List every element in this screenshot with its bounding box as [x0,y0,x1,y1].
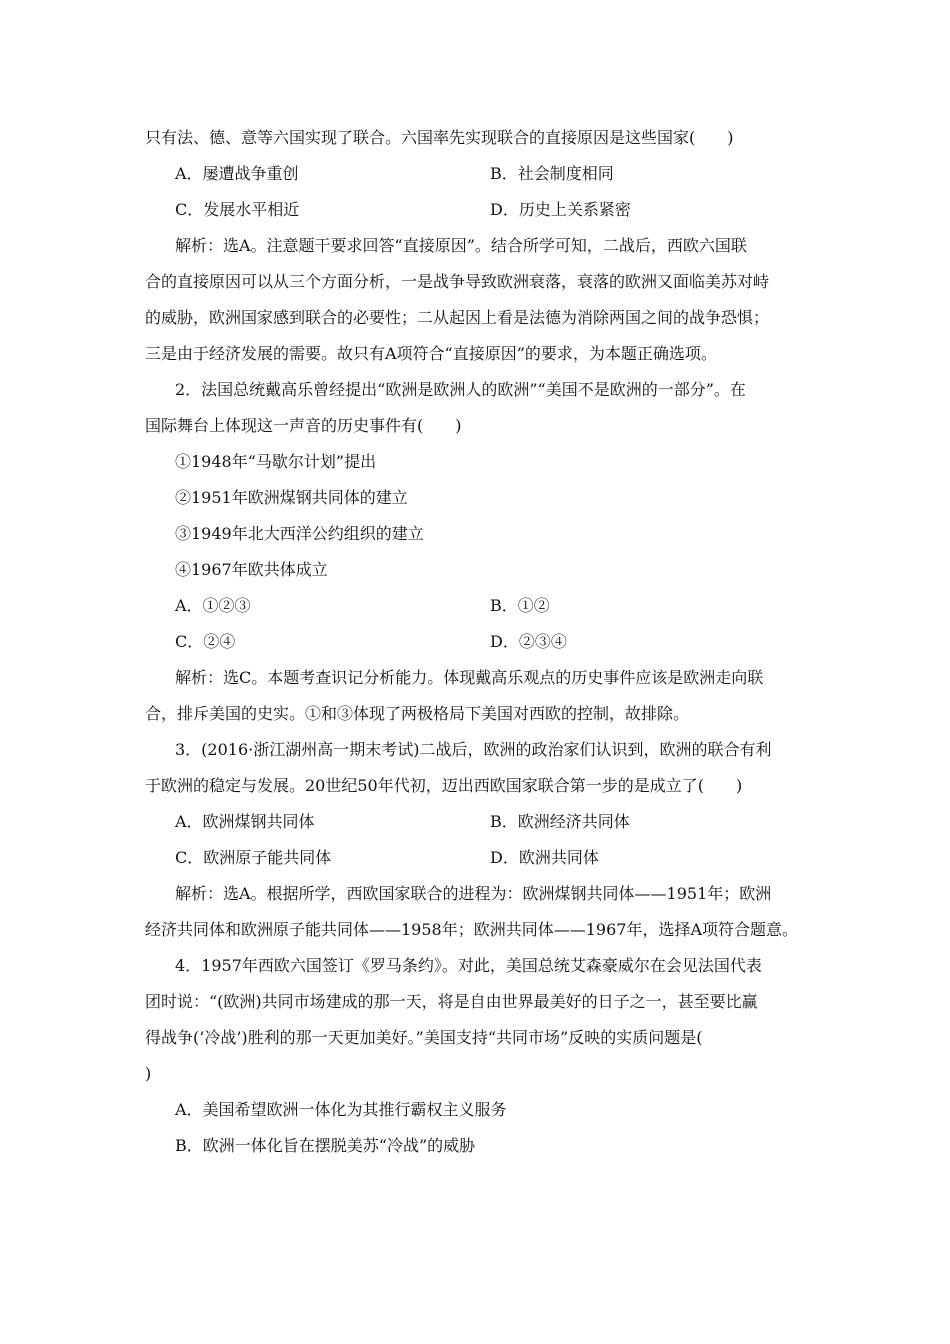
q4-stem-line: ) [145,1064,152,1083]
q3-stem-line: 3．(2016·浙江湖州高一期末考试)二战后，欧洲的政治家们认识到，欧洲的联合有利 [175,740,772,759]
q3-option-c: C．欧洲原子能共同体 [175,848,332,867]
q1-option-a: A．屡遭战争重创 [175,164,299,183]
q2-analysis-line: 合，排斥美国的史实。①和③体现了两极格局下美国对西欧的控制，故排除。 [145,704,690,723]
q4-stem-line: 得战争(‘冷战’)胜利的那一天更加美好。”美国支持“共同市场”反映的实质问题是( [145,1028,703,1047]
q1-analysis-line: 合的直接原因可以从三个方面分析，一是战争导致欧洲衰落，衰落的欧洲又面临美苏对峙 [145,272,770,291]
q3-option-b: B．欧洲经济共同体 [490,812,630,831]
q2-item: ②1951年欧洲煤钢共同体的建立 [175,488,408,507]
q1-analysis-line: 三是由于经济发展的需要。故只有A项符合“直接原因”的要求，为本题正确选项。 [145,344,717,363]
q2-option-b: B．①② [490,596,550,615]
q2-option-c: C．②④ [175,632,236,651]
q2-item: ③1949年北大西洋公约组织的建立 [175,524,424,543]
q4-option-b: B．欧洲一体化旨在摆脱美苏“冷战”的威胁 [175,1136,476,1155]
q1-analysis-line: 的威胁，欧洲国家感到联合的必要性；二从起因上看是法德为消除两国之间的战争恐惧； [145,308,770,327]
q1-analysis-line: 解析：选A。注意题干要求回答“直接原因”。结合所学可知，二战后，西欧六国联 [175,236,747,255]
q1-option-d: D．历史上关系紧密 [490,200,631,219]
q3-stem-line: 于欧洲的稳定与发展。20世纪50年代初，迈出西欧国家联合第一步的是成立了( ) [145,776,743,795]
q3-option-a: A．欧洲煤钢共同体 [175,812,315,831]
q1-option-b: B．社会制度相同 [490,164,614,183]
q3-analysis-line: 经济共同体和欧洲原子能共同体——1958年；欧洲共同体——1967年，选择A项符合题意。 [145,920,798,939]
q2-analysis-line: 解析：选C。本题考查识记分析能力。体现戴高乐观点的历史事件应该是欧洲走向联 [175,668,764,687]
q2-item: ④1967年欧共体成立 [175,560,328,579]
q2-stem-line: 2．法国总统戴高乐曾经提出“欧洲是欧洲人的欧洲”“美国不是欧洲的一部分”。在 [175,380,746,399]
q1-stem-tail: 只有法、德、意等六国实现了联合。六国率先实现联合的直接原因是这些国家( ) [145,128,734,147]
q4-option-a: A．美国希望欧洲一体化为其推行霸权主义服务 [175,1100,507,1119]
q4-stem-line: 团时说：“(欧洲)共同市场建成的那一天，将是自由世界最美好的日子之一，甚至要比赢 [145,992,758,1011]
q1-option-c: C．发展水平相近 [175,200,300,219]
q2-stem-line: 国际舞台上体现这一声音的历史事件有( ) [145,416,462,435]
q3-analysis-line: 解析：选A。根据所学，西欧国家联合的进程为：欧洲煤钢共同体——1951年；欧洲 [175,884,772,903]
q4-stem-line: 4．1957年西欧六国签订《罗马条约》。对此，美国总统艾森豪威尔在会见法国代表 [175,956,762,975]
q2-option-d: D．②③④ [490,632,567,651]
q2-item: ①1948年“马歇尔计划”提出 [175,452,377,471]
q3-option-d: D．欧洲共同体 [490,848,599,867]
q2-option-a: A．①②③ [175,596,251,615]
